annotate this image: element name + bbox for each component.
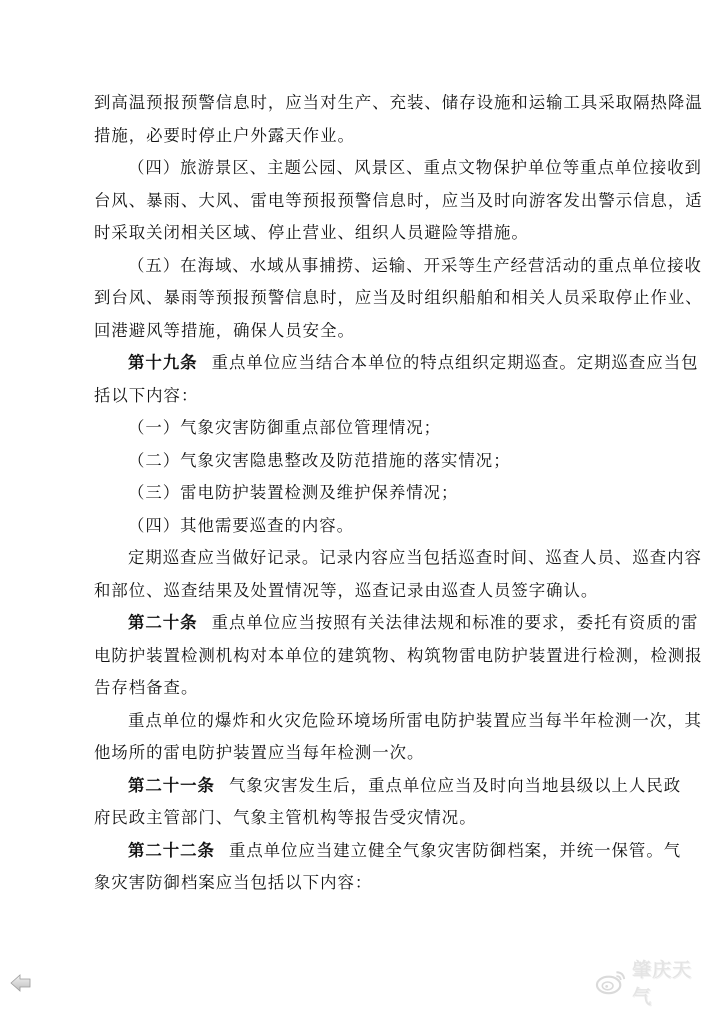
- text-line: [94, 867, 614, 900]
- text-line: [94, 152, 702, 185]
- line-text: 定期巡查应当做好记录。记录内容应当包括巡查时间、巡查人员、巡查内容: [128, 548, 702, 567]
- text-line: [94, 315, 614, 348]
- text-line: [94, 120, 614, 153]
- list-item: [94, 477, 614, 510]
- article-20-heading-line: [94, 607, 699, 640]
- left-arrow-icon: [10, 973, 32, 993]
- line-text: 台风、暴雨、大风、雷电等预报预警信息时，应当及时向游客发出警示信息，适: [94, 190, 703, 210]
- text-line: [94, 87, 703, 120]
- line-text: 电防护装置检测机构对本单位的建筑物、构筑物雷电防护装置进行检测，检测报: [94, 645, 703, 665]
- article-number: 第二十条: [128, 613, 198, 632]
- list-item: [94, 445, 614, 478]
- list-item: [94, 412, 614, 445]
- watermark: [595, 959, 710, 1008]
- line-text: （四）其他需要巡查的内容。: [128, 515, 355, 535]
- text-line: [94, 217, 614, 250]
- watermark-text: 肇庆天气: [632, 959, 693, 1008]
- line-text: 他场所的雷电防护装置应当每年检测一次。: [94, 743, 425, 762]
- line-text: 回港避风等措施，确保人员安全。: [94, 320, 355, 340]
- text-line: [94, 542, 702, 575]
- text-line: [94, 640, 703, 673]
- line-text: 重点单位应当结合本单位的特点组织定期巡查。定期巡查应当包: [211, 353, 699, 372]
- article-number: 第二十一条: [128, 775, 215, 795]
- line-text: （五）在海域、水域从事捕捞、运输、开采等生产经营活动的重点单位接收: [128, 255, 702, 275]
- article-21-heading-line: [94, 770, 682, 803]
- text-line: [94, 737, 614, 770]
- text-line: [94, 380, 614, 413]
- line-text: 到高温预报预警信息时，应当对生产、充装、储存设施和运输工具采取隔热降温: [94, 93, 703, 112]
- article-number: 第二十二条: [128, 840, 215, 860]
- line-text: （三）雷电防护装置检测及维护保养情况；: [128, 483, 459, 502]
- text-line: [94, 802, 614, 835]
- weibo-logo-icon: [595, 968, 628, 996]
- text-line: [94, 575, 614, 608]
- line-text: 象灾害防御档案应当包括以下内容：: [94, 873, 373, 892]
- line-text: （一）气象灾害防御重点部位管理情况；: [128, 418, 442, 437]
- text-line: [94, 705, 702, 738]
- text-line: [94, 282, 703, 315]
- document-body: [94, 87, 703, 900]
- text-line: [94, 672, 614, 705]
- line-text: 时采取关闭相关区域、停止营业、组织人员避险等措施。: [94, 223, 529, 242]
- back-button[interactable]: [10, 973, 32, 993]
- article-22-heading-line: [94, 835, 682, 868]
- line-text: 措施，必要时停止户外露天作业。: [94, 125, 355, 145]
- line-text: 气象灾害发生后，重点单位应当及时向当地县级以上人民政: [228, 775, 682, 795]
- line-text: 括以下内容：: [94, 385, 199, 405]
- text-line: [94, 185, 703, 218]
- line-text: 到台风、暴雨等预报预警信息时，应当及时组织船舶和相关人员采取停止作业、: [94, 288, 703, 307]
- line-text: （四）旅游景区、主题公园、风景区、重点文物保护单位等重点单位接收到: [128, 158, 702, 177]
- line-text: 重点单位应当按照有关法律法规和标准的要求，委托有资质的雷: [211, 613, 699, 632]
- line-text: 和部位、巡查结果及处置情况等，巡查记录由巡查人员签字确认。: [94, 580, 599, 600]
- line-text: 重点单位的爆炸和火灾危险环境场所雷电防护装置应当每半年检测一次，其: [128, 710, 702, 730]
- article-number: 第十九条: [128, 353, 198, 372]
- line-text: 告存档备查。: [94, 678, 199, 697]
- article-19-heading-line: [94, 347, 699, 380]
- line-text: （二）气象灾害隐患整改及防范措施的落实情况；: [128, 450, 511, 470]
- line-text: 府民政主管部门、气象主管机构等报告受灾情况。: [94, 808, 477, 827]
- text-line: [94, 250, 702, 283]
- list-item: [94, 510, 614, 543]
- line-text: 重点单位应当建立健全气象灾害防御档案，并统一保管。气: [228, 840, 682, 860]
